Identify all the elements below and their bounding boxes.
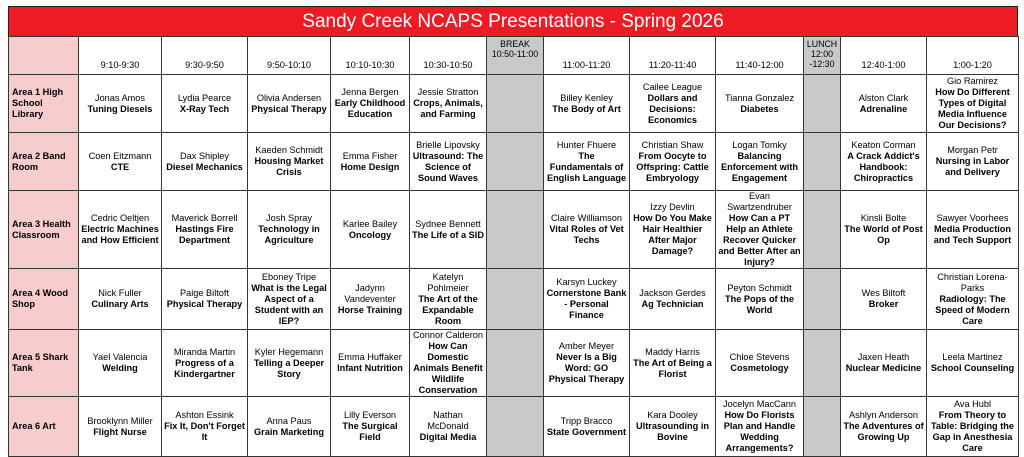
presentation-title: Early Childhood Education <box>334 98 406 119</box>
session-cell <box>544 330 630 397</box>
presentation-title: The Body of Art <box>552 103 621 114</box>
presentation-title: Welding <box>102 363 138 373</box>
presentation-title: Never Is a Big Word: GO Physical Therapy <box>548 352 625 384</box>
presentation-title: Fix It, Don't Forget It <box>164 421 245 442</box>
session-cell <box>79 191 162 269</box>
presentation-title: A Crack Addict's Handbook: Chiropractics <box>847 150 920 183</box>
presentation-title: Culinary Arts <box>91 299 149 309</box>
presenter-name: Amber Meyer <box>558 341 615 351</box>
presenter-name: Dax Shipley <box>179 150 230 161</box>
session-cell <box>410 191 487 269</box>
presentation-title: Diabetes <box>740 103 779 114</box>
presentation-title: Electric Machines and How Efficient <box>81 224 159 245</box>
presentation-title: Technology in Agriculture <box>258 224 320 245</box>
presenter-name: Sawyer Voorhees <box>936 213 1009 223</box>
presenter-name: Kinsli Bolte <box>860 213 907 223</box>
session-cell <box>927 191 1019 269</box>
presenter-name: Nathan McDonald <box>427 410 469 431</box>
session-cell <box>927 269 1019 330</box>
presentation-title: The Adventures of Growing Up <box>843 421 924 442</box>
presenter-name: Katelyn Pohlmeier <box>427 271 469 293</box>
presenter-name: Chloe Stevens <box>729 352 790 362</box>
presentation-title: Dollars and Decisions: Economics <box>647 92 698 125</box>
presentation-title: Diesel Mechanics <box>166 161 243 172</box>
session-cell <box>544 191 630 269</box>
presenter-name: Jadynn Vandeventer <box>344 282 396 304</box>
presenter-name: Claire Williamson <box>551 213 622 223</box>
break-cell <box>487 75 544 133</box>
presenter-name: Jessie Stratton <box>417 87 479 97</box>
presenter-name: Kara Dooley <box>647 410 698 420</box>
session-cell <box>162 397 248 457</box>
session-cell <box>716 191 804 269</box>
session-cell <box>331 269 410 330</box>
session-cell <box>79 330 162 397</box>
presentation-title: How Do You Make Hair Healthier After Major Damage? <box>633 213 712 256</box>
area-label: Area 2 Band Room <box>9 133 79 191</box>
session-cell <box>248 330 331 397</box>
presentation-title: Physical Therapy <box>166 299 243 309</box>
presenter-name: Anna Paus <box>266 415 312 426</box>
session-cell <box>716 397 804 457</box>
session-cell <box>927 330 1019 397</box>
presentation-title: X-Ray Tech <box>179 103 230 114</box>
area-row <box>9 191 1019 269</box>
presenter-name: Paige Biltoft <box>179 288 230 298</box>
presenter-name: Coen Eitzmann <box>88 150 152 161</box>
session-cell <box>410 397 487 457</box>
session-cell <box>248 133 331 191</box>
area-row <box>9 397 1019 457</box>
session-cell <box>841 269 927 330</box>
session-cell <box>331 330 410 397</box>
presentation-title: The Fundamentals of English Language <box>546 150 627 183</box>
break-cell <box>487 133 544 191</box>
presenter-name: Logan Tomky <box>732 139 787 150</box>
lunch-cell <box>804 397 841 457</box>
session-cell <box>331 133 410 191</box>
time-header: 1:00-1:20 <box>927 37 1019 75</box>
session-cell <box>544 75 630 133</box>
break-cell <box>487 397 544 457</box>
presentation-title: Balancing Enforcement with Engagement <box>720 150 799 183</box>
presentation-title: The World of Post Op <box>844 224 923 245</box>
presenter-name: Billey Kenley <box>560 92 613 103</box>
presentation-title: The Pops of the World <box>725 293 794 315</box>
session-cell <box>79 133 162 191</box>
session-cell <box>927 133 1019 191</box>
presentation-title: Broker <box>868 299 899 309</box>
presenter-name: Leela Martinez <box>942 352 1003 362</box>
area-label: Area 6 Art <box>9 397 79 457</box>
presentation-title: The Art of Being a Florist <box>633 357 712 379</box>
presenter-name: Jocelyn MacCann <box>722 399 797 409</box>
session-cell <box>841 75 927 133</box>
presentation-title: Radiology: The Speed of Modern Care <box>935 293 1010 326</box>
session-cell <box>162 75 248 133</box>
break-header: BREAK 10:50-11:00 <box>487 37 544 75</box>
presentation-title: Housing Market Crisis <box>254 156 324 177</box>
session-cell <box>331 191 410 269</box>
presenter-name: Evan Swartzendruber <box>727 191 792 212</box>
presentation-title: Flight Nurse <box>93 426 147 437</box>
presenter-name: Kaeden Schmidt <box>255 145 323 155</box>
presenter-name: Maverick Borrell <box>171 213 238 223</box>
schedule-body <box>9 37 1019 457</box>
presenter-name: Emma Fisher <box>342 150 398 161</box>
presenter-name: Olivia Andersen <box>256 92 322 103</box>
session-cell <box>841 191 927 269</box>
presenter-name: Josh Spray <box>266 213 312 223</box>
break-cell <box>487 269 544 330</box>
presentation-title: Hastings Fire Department <box>175 224 234 245</box>
presenter-name: Gio Ramirez <box>946 76 999 86</box>
time-header: 11:00-11:20 <box>544 37 630 75</box>
presentation-title: Oncology <box>348 229 392 240</box>
presenter-name: Sydnee Bennett <box>415 218 481 229</box>
presentation-title: From Theory to Table: Bridging the Gap in Anesthesia Care <box>930 410 1015 453</box>
area-row <box>9 330 1019 397</box>
presenter-name: Nick Fuller <box>98 288 142 298</box>
session-cell <box>630 269 716 330</box>
time-header: 10:30-10:50 <box>410 37 487 75</box>
presentation-title: How Can Domestic Animals Benefit Wildlife Conservation <box>413 341 483 395</box>
presenter-name: Jaxen Heath <box>857 352 910 362</box>
session-cell <box>544 397 630 457</box>
session-cell <box>331 397 410 457</box>
area-label: Area 5 Shark Tank <box>9 330 79 397</box>
schedule-table <box>8 36 1019 457</box>
session-cell <box>248 397 331 457</box>
presenter-name: Ashton Essink <box>175 410 234 420</box>
session-cell <box>162 133 248 191</box>
presenter-name: Peyton Schmidt <box>727 282 792 293</box>
presenter-name: Lydia Pearce <box>177 92 232 103</box>
session-cell <box>162 269 248 330</box>
presenter-name: Christian Shaw <box>641 139 704 150</box>
area-label: Area 1 High School Library <box>9 75 79 133</box>
session-cell <box>79 269 162 330</box>
presenter-name: Wes Biltoft <box>861 288 906 298</box>
presenter-name: Keaton Corman <box>851 139 916 150</box>
presentation-title: Vital Roles of Vet Techs <box>549 224 624 245</box>
session-cell <box>544 269 630 330</box>
presentation-title: Grain Marketing <box>254 426 324 437</box>
session-cell <box>630 133 716 191</box>
presenter-name: Christian Lorena-Parks <box>937 271 1008 293</box>
area-row <box>9 75 1019 133</box>
session-cell <box>544 133 630 191</box>
session-cell <box>410 269 487 330</box>
session-cell <box>716 269 804 330</box>
presenter-name: Ashlyn Anderson <box>849 410 918 420</box>
presenter-name: Cedric Oeltjen <box>90 213 150 223</box>
presentation-title: Tuning Diesels <box>87 103 153 114</box>
schedule-title: Sandy Creek NCAPS Presentations - Spring 2026 <box>8 6 1018 36</box>
session-cell <box>630 75 716 133</box>
presentation-title: Ultrasounding in Bovine <box>636 421 709 442</box>
session-cell <box>630 191 716 269</box>
time-header: 9:50-10:10 <box>248 37 331 75</box>
session-cell <box>162 330 248 397</box>
area-label: Area 4 Wood Shop <box>9 269 79 330</box>
presentation-title: The Surgical Field <box>342 421 398 442</box>
presentation-title: Home Design <box>340 161 400 172</box>
presenter-name: Emma Huffaker <box>338 352 402 362</box>
time-header: 10:10-10:30 <box>331 37 410 75</box>
session-cell <box>331 75 410 133</box>
presentation-title: Cornerstone Bank - Personal Finance <box>546 288 627 320</box>
session-cell <box>79 397 162 457</box>
presentation-title: Ultrasound: The Science of Sound Waves <box>412 150 484 183</box>
presenter-name: Morgan Petr <box>947 145 998 155</box>
session-cell <box>410 330 487 397</box>
presenter-name: Brielle Lipovsky <box>416 139 480 150</box>
session-cell <box>841 397 927 457</box>
session-cell <box>410 75 487 133</box>
lunch-cell <box>804 330 841 397</box>
presentation-title: How Do Different Types of Digital Media Influence Our Decisions? <box>935 87 1010 130</box>
break-cell <box>487 330 544 397</box>
session-cell <box>79 75 162 133</box>
time-header: 12:40-1:00 <box>841 37 927 75</box>
presenter-name: Lilly Everson <box>343 410 397 420</box>
presenter-name: Yael Valencia <box>92 352 148 362</box>
area-row <box>9 133 1019 191</box>
presenter-name: Karsyn Luckey <box>556 277 617 287</box>
presentation-title: What is the Legal Aspect of a Student with an IEP? <box>251 282 327 326</box>
time-header: 11:20-11:40 <box>630 37 716 75</box>
presentation-title: Nursing in Labor and Delivery <box>935 156 1010 177</box>
presenter-name: Kyler Hegemann <box>254 346 324 357</box>
session-cell <box>410 133 487 191</box>
presentation-title: Progress of a Kindergartner <box>174 357 235 379</box>
session-cell <box>716 330 804 397</box>
presenter-name: Karlee Bailey <box>342 218 398 229</box>
session-cell <box>841 330 927 397</box>
presentation-title: CTE <box>110 161 130 172</box>
time-header: 9:10-9:30 <box>79 37 162 75</box>
presenter-name: Alston Clark <box>858 92 909 103</box>
lunch-cell <box>804 269 841 330</box>
presentation-title: Digital Media <box>419 432 477 442</box>
presentation-title: Crops, Animals, and Farming <box>413 98 483 119</box>
presentation-title: Infant Nutrition <box>337 363 403 373</box>
time-header: 9:30-9:50 <box>162 37 248 75</box>
session-cell <box>248 75 331 133</box>
session-cell <box>248 269 331 330</box>
lunch-cell <box>804 191 841 269</box>
presentation-title: Telling a Deeper Story <box>253 357 325 379</box>
time-header: 11:40-12:00 <box>716 37 804 75</box>
presentation-title: Media Production and Tech Support <box>933 224 1012 245</box>
session-cell <box>162 191 248 269</box>
time-header-row <box>9 37 1019 75</box>
area-row <box>9 269 1019 330</box>
presenter-name: Tianna Gonzalez <box>724 92 795 103</box>
presentation-title: The Life of a SID <box>412 229 484 240</box>
presenter-name: Cailee League <box>642 81 703 92</box>
presenter-name: Hunter Fhuere <box>556 139 617 150</box>
session-cell <box>630 330 716 397</box>
session-cell <box>248 191 331 269</box>
presenter-name: Izzy Devlin <box>650 202 695 212</box>
presenter-name: Jackson Gerdes <box>639 288 706 298</box>
presentation-title: Horse Training <box>337 304 403 315</box>
presenter-name: Brooklynn Miller <box>87 415 153 426</box>
presentation-title: Nuclear Medicine <box>845 363 922 373</box>
session-cell <box>716 133 804 191</box>
presentation-title: Ag Technician <box>641 299 704 309</box>
presenter-name: Maddy Harris <box>645 346 700 357</box>
presenter-name: Connor Calderon <box>413 330 483 340</box>
presentation-title: Cosmetology <box>730 363 789 373</box>
presenter-name: Ava Hubl <box>953 399 992 409</box>
presentation-title: State Government <box>546 426 627 437</box>
lunch-cell <box>804 75 841 133</box>
session-cell <box>927 397 1019 457</box>
presenter-name: Tripp Bracco <box>560 415 613 426</box>
session-cell <box>630 397 716 457</box>
presenter-name: Jenna Bergen <box>341 87 399 97</box>
session-cell <box>716 75 804 133</box>
presenter-name: Eboney Tripe <box>261 271 317 282</box>
break-cell <box>487 191 544 269</box>
presenter-name: Miranda Martin <box>173 346 236 357</box>
presentation-title: School Counseling <box>930 363 1015 373</box>
schedule-sheet <box>8 6 1018 457</box>
corner-cell <box>9 37 79 75</box>
session-cell <box>927 75 1019 133</box>
presentation-title: How Do Florists Plan and Handle Wedding Arrangements? <box>723 410 796 453</box>
area-label: Area 3 Health Classroom <box>9 191 79 269</box>
lunch-header: LUNCH 12:00 -12:30 <box>804 37 841 75</box>
session-cell <box>841 133 927 191</box>
presentation-title: The Art of the Expandable Room <box>418 293 478 326</box>
presentation-title: Physical Therapy <box>251 103 327 114</box>
presenter-name: Jonas Amos <box>94 92 146 103</box>
presentation-title: From Oocyte to Offspring: Cattle Embryology <box>636 150 709 183</box>
presentation-title: Adrenaline <box>859 103 908 114</box>
lunch-cell <box>804 133 841 191</box>
presentation-title: How Can a PT Help an Athlete Recover Quicker and Better After an Injury? <box>718 213 801 267</box>
